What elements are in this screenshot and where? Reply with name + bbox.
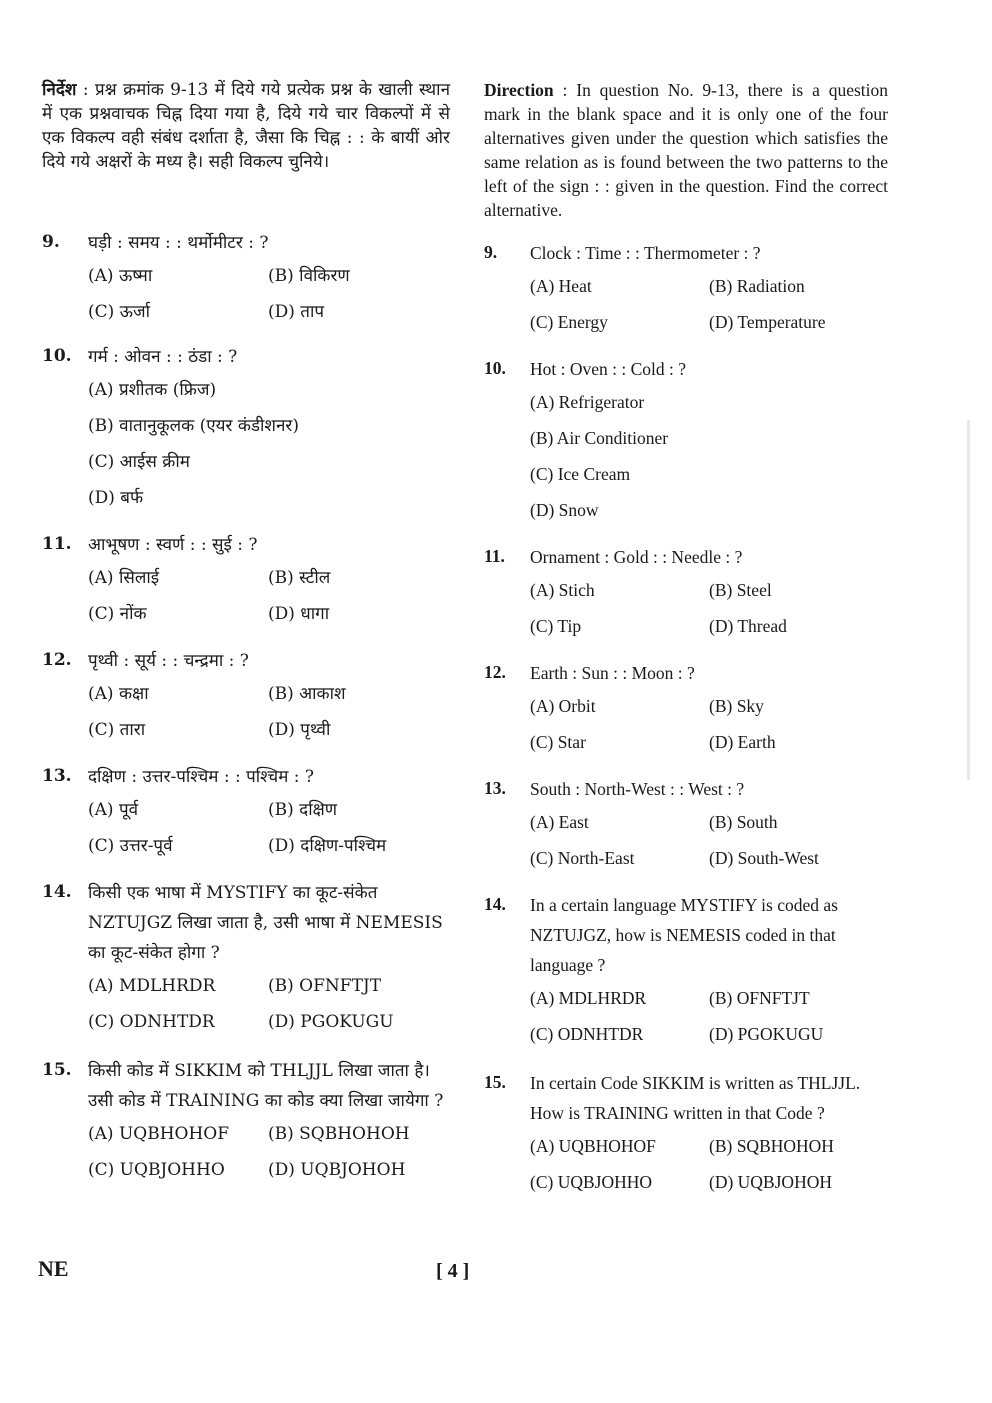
question-text: आभूषण : स्वर्ण : : सुई : ? <box>88 535 258 555</box>
option-d: (D) धागा <box>268 604 330 624</box>
option-b: (B) OFNFTJT <box>709 988 810 1008</box>
english-question-9 <box>484 238 888 354</box>
option-a: (A) UQBHOHOF <box>88 1124 230 1144</box>
option-c: (C) Tip <box>530 616 582 636</box>
english-question-11 <box>484 542 888 658</box>
question-text: गर्म : ओवन : : ठंडा : ? <box>88 347 238 367</box>
option-d: (D) UQBJOHOH <box>268 1160 406 1180</box>
question-number: 13. <box>484 778 506 798</box>
question-number: 9. <box>484 242 498 262</box>
hindi-question-11 <box>42 530 450 646</box>
option-d: (D) पृथ्वी <box>268 720 331 740</box>
english-question-12 <box>484 658 888 774</box>
option-d: (D) बर्फ <box>88 488 144 508</box>
question-number: 14. <box>484 894 506 914</box>
option-a: (A) MDLHRDR <box>88 976 216 996</box>
question-number: 11. <box>42 534 72 554</box>
english-direction-label: Direction <box>484 80 554 100</box>
english-direction <box>484 78 888 238</box>
question-text: In a certain language MYSTIFY is coded as NZTUJGZ, how is NEMESIS coded in that language ? <box>530 895 838 975</box>
option-c: (C) Star <box>530 732 586 752</box>
question-text: Earth : Sun : : Moon : ? <box>530 663 695 683</box>
option-b: (B) Sky <box>709 696 764 716</box>
question-text: पृथ्वी : सूर्य : : चन्द्रमा : ? <box>88 651 249 671</box>
option-b: (B) दक्षिण <box>268 800 338 820</box>
booklet-code: NE <box>38 1256 69 1281</box>
hindi-direction <box>42 78 450 228</box>
question-number: 15. <box>484 1072 506 1092</box>
option-a: (A) Stich <box>530 580 595 600</box>
option-c: (C) उत्तर-पूर्व <box>88 836 173 856</box>
english-direction-text: : In question No. 9-13, there is a question mark in the blank space and it is only one of the four alternatives given under the question which satisfies the same relation as is found between the two patterns to the left of the sign : : given in the question. Find the correct alternative. <box>484 80 888 220</box>
question-number: 12. <box>42 650 72 670</box>
option-c: (C) North-East <box>530 848 635 868</box>
option-c: (C) ODNHTDR <box>88 1012 215 1032</box>
english-question-13 <box>484 774 888 890</box>
option-a: (A) कक्षा <box>88 684 149 704</box>
hindi-direction-label: निर्देश <box>42 80 77 100</box>
question-number: 10. <box>42 346 72 366</box>
question-text: Clock : Time : : Thermometer : ? <box>530 243 761 263</box>
option-b: (B) विकिरण <box>268 266 350 286</box>
scan-artifact <box>967 420 970 780</box>
option-b: (B) SQBHOHOH <box>268 1124 410 1144</box>
question-text: किसी कोड में SIKKIM को THLJJL लिखा जाता है। उसी कोड में TRAINING का कोड क्या लिखा जायेगा ? <box>88 1061 444 1111</box>
option-b: (B) SQBHOHOH <box>709 1136 834 1156</box>
question-number: 12. <box>484 662 506 682</box>
question-number: 15. <box>42 1060 72 1080</box>
english-question-14 <box>484 890 888 1068</box>
hindi-question-9 <box>42 228 450 342</box>
option-d: (D) Thread <box>709 616 787 636</box>
option-b: (B) Radiation <box>709 276 805 296</box>
option-d: (D) Temperature <box>709 312 826 332</box>
option-c: (C) आईस क्रीम <box>88 452 190 472</box>
option-b: (B) Air Conditioner <box>530 428 669 448</box>
option-c: (C) UQBJOHHO <box>530 1172 653 1192</box>
hindi-question-13 <box>42 762 450 878</box>
option-c: (C) तारा <box>88 720 146 740</box>
hindi-question-10 <box>42 342 450 530</box>
option-a: (A) पूर्व <box>88 800 139 820</box>
question-text: South : North-West : : West : ? <box>530 779 745 799</box>
hindi-question-14 <box>42 878 450 1056</box>
option-b: (B) स्टील <box>268 568 331 588</box>
option-d: (D) South-West <box>709 848 819 868</box>
question-number: 11. <box>484 546 505 566</box>
option-b: (B) Steel <box>709 580 772 600</box>
question-number: 14. <box>42 882 72 902</box>
option-d: (D) ताप <box>268 302 325 322</box>
question-number: 13. <box>42 766 72 786</box>
option-a: (A) UQBHOHOF <box>530 1136 656 1156</box>
option-a: (A) MDLHRDR <box>530 988 647 1008</box>
option-d: (D) दक्षिण-पश्चिम <box>268 836 387 856</box>
option-a: (A) प्रशीतक (फ्रिज) <box>88 380 217 400</box>
option-c: (C) UQBJOHHO <box>88 1160 225 1180</box>
option-b: (B) OFNFTJT <box>268 976 382 996</box>
question-text: किसी एक भाषा में MYSTIFY का कूट-संकेत NZTUJGZ लिखा जाता है, उसी भाषा में NEMESIS का कूट-संकेत होगा ? <box>88 883 443 963</box>
option-b: (B) South <box>709 812 778 832</box>
hindi-question-12 <box>42 646 450 762</box>
question-text: Ornament : Gold : : Needle : ? <box>530 547 743 567</box>
option-c: (C) ODNHTDR <box>530 1024 644 1044</box>
english-column <box>484 78 888 1238</box>
question-text: दक्षिण : उत्तर-पश्चिम : : पश्चिम : ? <box>88 767 315 787</box>
page-number: [ 4 ] <box>436 1260 470 1282</box>
option-c: (C) नोंक <box>88 604 147 624</box>
option-d: (D) UQBJOHOH <box>709 1172 832 1192</box>
option-c: (C) ऊर्जा <box>88 302 151 322</box>
option-d: (D) PGOKUGU <box>268 1012 394 1032</box>
option-c: (C) Energy <box>530 312 608 332</box>
hindi-direction-text: : प्रश्न क्रमांक 9-13 में दिये गये प्रत्येक प्रश्न के खाली स्थान में एक प्रश्नवाचक चिह्न दिया गया है, दिये गये चार विकल्पों में से एक विकल्प वही संबंध दर्शाता है, जैसा कि चिह्न : : के बायीं ओर दिये गये अक्षरों के मध्य है। सही विकल्प चुनिये। <box>42 80 451 172</box>
question-text: घड़ी : समय : : थर्मोमीटर : ? <box>88 233 269 253</box>
question-number: 10. <box>484 358 506 378</box>
option-d: (D) Snow <box>530 500 599 520</box>
option-b: (B) आकाश <box>268 684 346 704</box>
option-a: (A) ऊष्मा <box>88 266 153 286</box>
option-b: (B) वातानुकूलक (एयर कंडीशनर) <box>88 416 299 436</box>
option-d: (D) Earth <box>709 732 776 752</box>
option-a: (A) East <box>530 812 589 832</box>
option-a: (A) Refrigerator <box>530 392 645 412</box>
hindi-column <box>42 78 450 1226</box>
option-d: (D) PGOKUGU <box>709 1024 824 1044</box>
option-a: (A) Orbit <box>530 696 596 716</box>
question-text: In certain Code SIKKIM is written as THLJJL. How is TRAINING written in that Code ? <box>530 1073 861 1123</box>
option-a: (A) Heat <box>530 276 592 296</box>
question-number: 9. <box>42 232 60 252</box>
option-c: (C) Ice Cream <box>530 464 631 484</box>
question-text: Hot : Oven : : Cold : ? <box>530 359 687 379</box>
english-question-15 <box>484 1068 888 1238</box>
english-question-10 <box>484 354 888 542</box>
option-a: (A) सिलाई <box>88 568 160 588</box>
hindi-question-15 <box>42 1056 450 1226</box>
